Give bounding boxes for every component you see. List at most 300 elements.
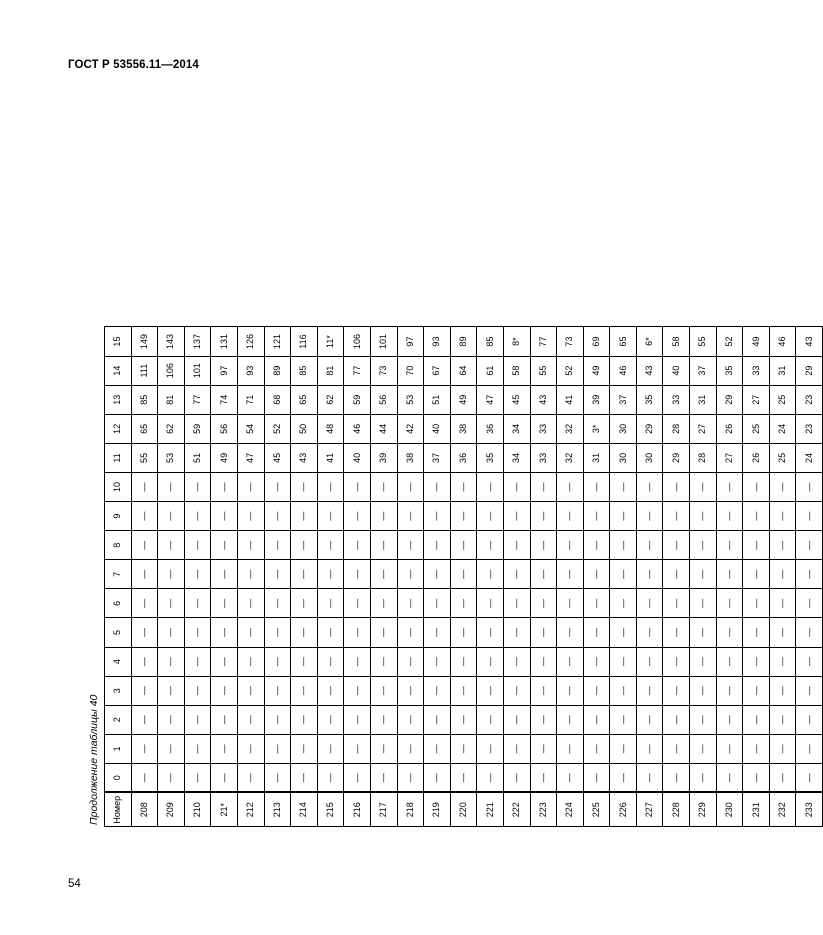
- table-cell-empty: —: [743, 734, 770, 763]
- table-cell-empty: —: [690, 618, 717, 647]
- table-cell-value: 39: [583, 385, 610, 414]
- table-cell-value: 32: [557, 443, 584, 472]
- column-header-15: 15: [105, 327, 132, 356]
- table-cell-empty: —: [557, 763, 584, 792]
- row-label: 214: [291, 793, 318, 827]
- row-label: 224: [557, 793, 584, 827]
- table-cell-empty: —: [424, 647, 451, 676]
- table-cell-empty: —: [158, 589, 185, 618]
- table-cell-value: 85: [477, 327, 504, 356]
- table-cell-empty: —: [184, 647, 211, 676]
- table-row: [530, 327, 557, 827]
- table-cell-value: 77: [530, 327, 557, 356]
- table-cell-empty: —: [184, 676, 211, 705]
- table-cell-empty: —: [317, 472, 344, 501]
- table-cell-value: 62: [158, 414, 185, 443]
- table-cell-empty: —: [424, 560, 451, 589]
- table-cell-empty: —: [716, 763, 743, 792]
- table-cell-empty: —: [211, 472, 238, 501]
- table-cell-value: 25: [769, 443, 796, 472]
- row-label: 215: [317, 793, 344, 827]
- table-body: [131, 327, 822, 827]
- table-cell-empty: —: [477, 647, 504, 676]
- table-cell-value: 56: [211, 414, 238, 443]
- table-cell-value: 50: [291, 414, 318, 443]
- table-cell-empty: —: [530, 676, 557, 705]
- table-cell-empty: —: [769, 705, 796, 734]
- table-cell-value: 85: [291, 356, 318, 385]
- table-cell-empty: —: [397, 502, 424, 531]
- table-cell-empty: —: [237, 560, 264, 589]
- table-cell-value: 61: [477, 356, 504, 385]
- table-cell-empty: —: [557, 676, 584, 705]
- table-cell-empty: —: [237, 647, 264, 676]
- table-cell-empty: —: [237, 705, 264, 734]
- table-cell-empty: —: [131, 531, 158, 560]
- column-header-3: 3: [105, 676, 132, 705]
- table-cell-empty: —: [636, 589, 663, 618]
- table-cell-value: 43: [636, 356, 663, 385]
- table-cell-empty: —: [344, 589, 371, 618]
- row-label: 208: [131, 793, 158, 827]
- table-row: [663, 327, 690, 827]
- table-cell-value: 45: [264, 443, 291, 472]
- column-header-7: 7: [105, 560, 132, 589]
- table-cell-empty: —: [370, 472, 397, 501]
- table-cell-empty: —: [503, 472, 530, 501]
- table-cell-empty: —: [370, 618, 397, 647]
- table-row: [184, 327, 211, 827]
- table-cell-empty: —: [583, 763, 610, 792]
- table-cell-empty: —: [158, 618, 185, 647]
- row-label: 228: [663, 793, 690, 827]
- table-cell-empty: —: [450, 676, 477, 705]
- table-cell-value: 68: [264, 385, 291, 414]
- table-row: [317, 327, 344, 827]
- table-cell-empty: —: [769, 676, 796, 705]
- table-cell-value: 34: [503, 414, 530, 443]
- table-cell-empty: —: [610, 734, 637, 763]
- table-cell-empty: —: [610, 763, 637, 792]
- table-cell-empty: —: [184, 560, 211, 589]
- table-cell-value: 30: [610, 414, 637, 443]
- table-cell-empty: —: [450, 647, 477, 676]
- table-cell-value: 74: [211, 385, 238, 414]
- table-cell-value: 23: [796, 414, 823, 443]
- table-cell-empty: —: [370, 734, 397, 763]
- table-cell-empty: —: [796, 589, 823, 618]
- table-cell-empty: —: [610, 502, 637, 531]
- table-cell-value: 35: [636, 385, 663, 414]
- table-cell-empty: —: [796, 734, 823, 763]
- table-row: [690, 327, 717, 827]
- table-cell-empty: —: [636, 560, 663, 589]
- table-cell-empty: —: [769, 589, 796, 618]
- table-cell-empty: —: [557, 734, 584, 763]
- column-header-2: 2: [105, 705, 132, 734]
- table-cell-value: 65: [610, 327, 637, 356]
- table-cell-empty: —: [317, 618, 344, 647]
- table-cell-value: 43: [291, 443, 318, 472]
- table-cell-empty: —: [291, 560, 318, 589]
- table-header-row: [105, 327, 132, 827]
- table-cell-empty: —: [211, 589, 238, 618]
- table-cell-empty: —: [530, 763, 557, 792]
- row-label: 216: [344, 793, 371, 827]
- table-cell-empty: —: [291, 763, 318, 792]
- table-cell-value: 47: [237, 443, 264, 472]
- table-cell-empty: —: [264, 763, 291, 792]
- table-cell-empty: —: [158, 560, 185, 589]
- table-cell-empty: —: [424, 763, 451, 792]
- table-cell-value: 38: [397, 443, 424, 472]
- table-cell-value: 3*: [583, 414, 610, 443]
- column-header-5: 5: [105, 618, 132, 647]
- table-cell-empty: —: [636, 502, 663, 531]
- table-cell-empty: —: [716, 734, 743, 763]
- table-cell-empty: —: [503, 705, 530, 734]
- table-cell-empty: —: [344, 705, 371, 734]
- table-cell-empty: —: [344, 676, 371, 705]
- row-label: 221: [477, 793, 504, 827]
- table-cell-empty: —: [716, 647, 743, 676]
- table-cell-empty: —: [690, 734, 717, 763]
- table-cell-value: 30: [610, 443, 637, 472]
- table-cell-empty: —: [211, 647, 238, 676]
- table-cell-empty: —: [317, 560, 344, 589]
- table-cell-empty: —: [211, 705, 238, 734]
- table-cell-empty: —: [690, 560, 717, 589]
- table-cell-empty: —: [291, 618, 318, 647]
- table-cell-empty: —: [291, 705, 318, 734]
- table-cell-empty: —: [184, 734, 211, 763]
- table-cell-empty: —: [370, 502, 397, 531]
- table-cell-value: 64: [450, 356, 477, 385]
- table-cell-value: 55: [131, 443, 158, 472]
- table-cell-empty: —: [131, 618, 158, 647]
- table-cell-empty: —: [690, 647, 717, 676]
- table-row: [397, 327, 424, 827]
- table-cell-empty: —: [663, 618, 690, 647]
- table-cell-value: 24: [796, 443, 823, 472]
- table-cell-empty: —: [663, 502, 690, 531]
- table-cell-value: 101: [184, 356, 211, 385]
- table-cell-empty: —: [743, 589, 770, 618]
- table-cell-value: 8*: [503, 327, 530, 356]
- table-row: [610, 327, 637, 827]
- table-cell-empty: —: [211, 676, 238, 705]
- table-cell-empty: —: [769, 618, 796, 647]
- table-cell-empty: —: [370, 676, 397, 705]
- table-cell-empty: —: [158, 705, 185, 734]
- table-cell-value: 69: [583, 327, 610, 356]
- table-cell-empty: —: [211, 560, 238, 589]
- column-header-1: 1: [105, 734, 132, 763]
- table-cell-empty: —: [769, 647, 796, 676]
- row-label: 21*: [211, 793, 238, 827]
- table-cell-empty: —: [636, 472, 663, 501]
- table-cell-value: 49: [743, 327, 770, 356]
- table-cell-empty: —: [237, 618, 264, 647]
- table-cell-value: 59: [344, 385, 371, 414]
- row-label: 230: [716, 793, 743, 827]
- table-cell-value: 31: [583, 443, 610, 472]
- table-cell-empty: —: [636, 531, 663, 560]
- table-row: [477, 327, 504, 827]
- table-cell-value: 23: [796, 385, 823, 414]
- table-cell-empty: —: [663, 589, 690, 618]
- table-row: [291, 327, 318, 827]
- table-cell-empty: —: [636, 618, 663, 647]
- table-cell-empty: —: [424, 618, 451, 647]
- table-cell-empty: —: [769, 502, 796, 531]
- table-cell-empty: —: [184, 618, 211, 647]
- table-cell-value: 56: [370, 385, 397, 414]
- table-cell-empty: —: [583, 560, 610, 589]
- table-cell-empty: —: [237, 763, 264, 792]
- table-cell-empty: —: [610, 618, 637, 647]
- table-cell-empty: —: [344, 502, 371, 531]
- table-cell-empty: —: [503, 560, 530, 589]
- table-cell-empty: —: [264, 531, 291, 560]
- table-cell-value: 89: [450, 327, 477, 356]
- table-cell-empty: —: [663, 531, 690, 560]
- table-cell-empty: —: [796, 472, 823, 501]
- table-cell-empty: —: [450, 531, 477, 560]
- table-cell-empty: —: [557, 560, 584, 589]
- table-cell-empty: —: [237, 589, 264, 618]
- column-header-12: 12: [105, 414, 132, 443]
- table-cell-value: 27: [690, 414, 717, 443]
- table-row: [450, 327, 477, 827]
- table-cell-empty: —: [636, 676, 663, 705]
- table-cell-empty: —: [716, 531, 743, 560]
- table-cell-empty: —: [397, 618, 424, 647]
- table-cell-empty: —: [237, 502, 264, 531]
- table-cell-value: 62: [317, 385, 344, 414]
- table-cell-value: 58: [503, 356, 530, 385]
- table-cell-value: 28: [690, 443, 717, 472]
- table-row: [743, 327, 770, 827]
- table-cell-value: 149: [131, 327, 158, 356]
- table-cell-empty: —: [477, 531, 504, 560]
- table-cell-empty: —: [663, 647, 690, 676]
- table-cell-empty: —: [397, 560, 424, 589]
- row-label: 222: [503, 793, 530, 827]
- table-cell-value: 93: [424, 327, 451, 356]
- table-cell-empty: —: [450, 705, 477, 734]
- table-cell-value: 101: [370, 327, 397, 356]
- row-label: 227: [636, 793, 663, 827]
- table-cell-value: 24: [769, 414, 796, 443]
- table-cell-empty: —: [344, 763, 371, 792]
- table-cell-empty: —: [317, 705, 344, 734]
- table-cell-value: 93: [237, 356, 264, 385]
- table-cell-empty: —: [158, 531, 185, 560]
- table-cell-value: 29: [663, 443, 690, 472]
- table-cell-value: 71: [237, 385, 264, 414]
- table-cell-value: 40: [344, 443, 371, 472]
- table-cell-empty: —: [450, 472, 477, 501]
- table-cell-empty: —: [530, 472, 557, 501]
- table-cell-empty: —: [131, 502, 158, 531]
- table-row: [716, 327, 743, 827]
- table-cell-empty: —: [264, 502, 291, 531]
- table-cell-empty: —: [557, 618, 584, 647]
- table-cell-value: 36: [450, 443, 477, 472]
- table-cell-empty: —: [663, 763, 690, 792]
- table-cell-value: 42: [397, 414, 424, 443]
- table-cell-empty: —: [424, 676, 451, 705]
- table-cell-value: 126: [237, 327, 264, 356]
- table-cell-empty: —: [237, 472, 264, 501]
- table-cell-empty: —: [610, 589, 637, 618]
- table-cell-empty: —: [291, 502, 318, 531]
- table-cell-empty: —: [344, 618, 371, 647]
- table-cell-empty: —: [796, 531, 823, 560]
- table-cell-empty: —: [397, 472, 424, 501]
- table-cell-empty: —: [503, 763, 530, 792]
- table-cell-empty: —: [663, 705, 690, 734]
- table-cell-value: 73: [557, 327, 584, 356]
- table-cell-empty: —: [291, 676, 318, 705]
- table-cell-value: 143: [158, 327, 185, 356]
- table-cell-empty: —: [344, 560, 371, 589]
- table-cell-empty: —: [583, 676, 610, 705]
- table-cell-empty: —: [796, 676, 823, 705]
- table-cell-value: 40: [424, 414, 451, 443]
- table-row: [344, 327, 371, 827]
- table-cell-empty: —: [743, 618, 770, 647]
- table-cell-value: 32: [557, 414, 584, 443]
- table-cell-empty: —: [264, 647, 291, 676]
- table-cell-empty: —: [184, 502, 211, 531]
- table-cell-empty: —: [131, 647, 158, 676]
- table-cell-empty: —: [477, 734, 504, 763]
- row-label: 219: [424, 793, 451, 827]
- table-cell-empty: —: [370, 705, 397, 734]
- table-cell-value: 25: [743, 414, 770, 443]
- table-cell-value: 43: [530, 385, 557, 414]
- table-cell-empty: —: [158, 647, 185, 676]
- column-header-9: 9: [105, 502, 132, 531]
- table-cell-empty: —: [743, 647, 770, 676]
- row-label: 220: [450, 793, 477, 827]
- table-cell-empty: —: [211, 618, 238, 647]
- table-cell-empty: —: [557, 531, 584, 560]
- table-cell-empty: —: [663, 676, 690, 705]
- table-cell-value: 33: [663, 385, 690, 414]
- table-cell-empty: —: [583, 734, 610, 763]
- table-cell-value: 51: [184, 443, 211, 472]
- table-cell-value: 29: [796, 356, 823, 385]
- table-cell-empty: —: [796, 647, 823, 676]
- table-cell-empty: —: [503, 589, 530, 618]
- table-cell-empty: —: [344, 531, 371, 560]
- table-cell-value: 43: [796, 327, 823, 356]
- table-cell-empty: —: [477, 618, 504, 647]
- row-label: 229: [690, 793, 717, 827]
- table-cell-empty: —: [769, 472, 796, 501]
- table-cell-empty: —: [237, 531, 264, 560]
- table-cell-empty: —: [397, 763, 424, 792]
- page-number: 54: [68, 878, 81, 890]
- table-cell-empty: —: [370, 560, 397, 589]
- table-cell-value: 52: [557, 356, 584, 385]
- table-cell-value: 38: [450, 414, 477, 443]
- table-cell-empty: —: [530, 647, 557, 676]
- table-row: [796, 327, 823, 827]
- table-cell-empty: —: [158, 734, 185, 763]
- table-cell-empty: —: [397, 647, 424, 676]
- table-cell-empty: —: [158, 763, 185, 792]
- table-cell-value: 33: [530, 443, 557, 472]
- table-cell-empty: —: [716, 560, 743, 589]
- table-cell-empty: —: [663, 734, 690, 763]
- table-cell-empty: —: [264, 734, 291, 763]
- table-cell-empty: —: [716, 589, 743, 618]
- table-cell-empty: —: [184, 763, 211, 792]
- table-cell-empty: —: [583, 502, 610, 531]
- column-header-0: 0: [105, 763, 132, 792]
- table-cell-empty: —: [743, 472, 770, 501]
- table-cell-empty: —: [503, 531, 530, 560]
- table-cell-empty: —: [610, 676, 637, 705]
- column-header-4: 4: [105, 647, 132, 676]
- table-cell-empty: —: [131, 589, 158, 618]
- table-cell-value: 59: [184, 414, 211, 443]
- table-cell-empty: —: [557, 705, 584, 734]
- column-header-14: 14: [105, 356, 132, 385]
- table-cell-value: 97: [397, 327, 424, 356]
- column-header-11: 11: [105, 443, 132, 472]
- table-cell-value: 28: [663, 414, 690, 443]
- table-cell-empty: —: [610, 531, 637, 560]
- table-cell-empty: —: [450, 560, 477, 589]
- table-cell-value: 26: [743, 443, 770, 472]
- table-cell-value: 55: [530, 356, 557, 385]
- table-cell-empty: —: [530, 531, 557, 560]
- table-cell-empty: —: [131, 763, 158, 792]
- table-row: [583, 327, 610, 827]
- table-cell-empty: —: [291, 472, 318, 501]
- table-cell-empty: —: [344, 647, 371, 676]
- table-cell-empty: —: [503, 647, 530, 676]
- table-cell-empty: —: [291, 734, 318, 763]
- table-cell-empty: —: [291, 589, 318, 618]
- table-cell-empty: —: [450, 589, 477, 618]
- table-cell-empty: —: [237, 734, 264, 763]
- table-cell-empty: —: [264, 676, 291, 705]
- table-cell-value: 37: [690, 356, 717, 385]
- table-cell-empty: —: [131, 560, 158, 589]
- table-cell-value: 40: [663, 356, 690, 385]
- table-cell-value: 33: [530, 414, 557, 443]
- table-cell-empty: —: [690, 589, 717, 618]
- table-cell-value: 53: [397, 385, 424, 414]
- table-cell-value: 70: [397, 356, 424, 385]
- standard-header: ГОСТ Р 53556.11—2014: [68, 59, 199, 71]
- table-cell-empty: —: [264, 472, 291, 501]
- table-cell-value: 31: [769, 356, 796, 385]
- table-cell-empty: —: [503, 618, 530, 647]
- table-cell-empty: —: [158, 472, 185, 501]
- table-cell-value: 31: [690, 385, 717, 414]
- table-cell-value: 44: [370, 414, 397, 443]
- table-cell-empty: —: [610, 560, 637, 589]
- table-cell-value: 81: [317, 356, 344, 385]
- table-cell-empty: —: [317, 676, 344, 705]
